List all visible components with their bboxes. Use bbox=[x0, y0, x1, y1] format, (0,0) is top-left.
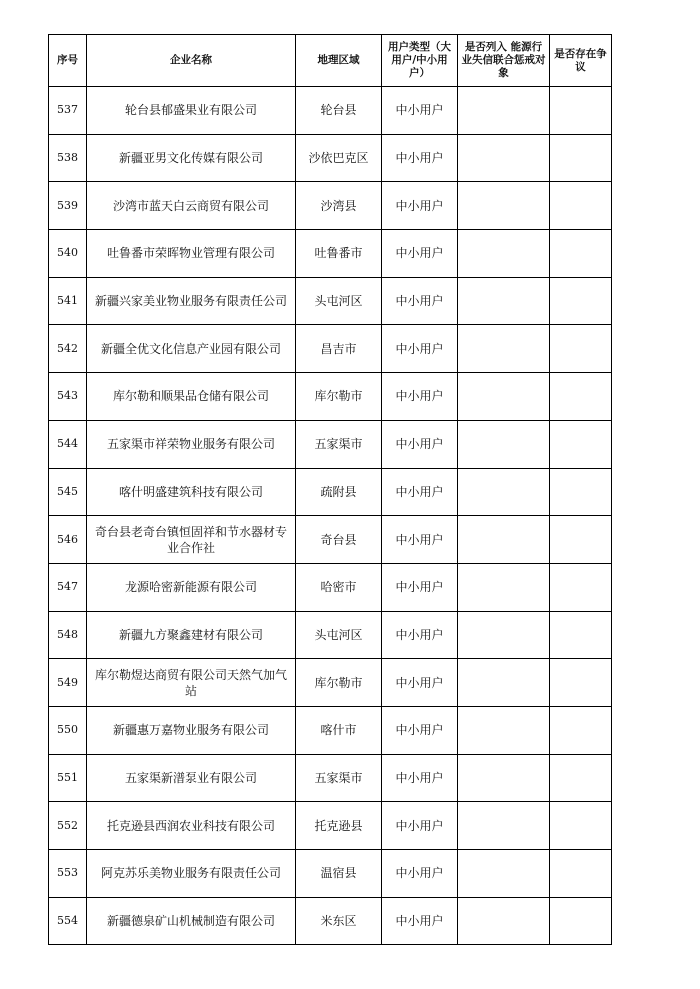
blacklisted-cell bbox=[458, 563, 550, 611]
blacklisted-cell bbox=[458, 706, 550, 754]
blacklisted-cell bbox=[458, 87, 550, 135]
table-row bbox=[49, 706, 612, 754]
blacklisted-cell bbox=[458, 611, 550, 659]
region-cell: 头屯河区 bbox=[296, 611, 382, 659]
table-row bbox=[49, 182, 612, 230]
company-name-cell: 新疆德泉矿山机械制造有限公司 bbox=[87, 897, 296, 945]
header-user-type: 用户类型（大用户/中小用户） bbox=[382, 35, 458, 87]
blacklisted-cell bbox=[458, 659, 550, 707]
disputed-cell bbox=[550, 516, 612, 564]
table-row bbox=[49, 277, 612, 325]
company-name-cell: 库尔勒和顺果品仓储有限公司 bbox=[87, 373, 296, 421]
company-name-cell: 新疆全优文化信息产业园有限公司 bbox=[87, 325, 296, 373]
header-row bbox=[49, 35, 612, 87]
region-cell: 奇台县 bbox=[296, 516, 382, 564]
disputed-cell bbox=[550, 134, 612, 182]
serial-number-cell: 539 bbox=[49, 182, 87, 230]
serial-number-cell: 541 bbox=[49, 277, 87, 325]
user-type-cell: 中小用户 bbox=[382, 706, 458, 754]
table-row bbox=[49, 897, 612, 945]
disputed-cell bbox=[550, 277, 612, 325]
serial-number-cell: 542 bbox=[49, 325, 87, 373]
company-name-cell: 新疆兴家美业物业服务有限责任公司 bbox=[87, 277, 296, 325]
company-name-cell: 龙源哈密新能源有限公司 bbox=[87, 563, 296, 611]
table-row bbox=[49, 230, 612, 278]
serial-number-cell: 548 bbox=[49, 611, 87, 659]
disputed-cell bbox=[550, 230, 612, 278]
table-row bbox=[49, 563, 612, 611]
company-name-cell: 托克逊县西润农业科技有限公司 bbox=[87, 802, 296, 850]
table-row bbox=[49, 659, 612, 707]
company-name-cell: 轮台县郁盛果业有限公司 bbox=[87, 87, 296, 135]
user-type-cell: 中小用户 bbox=[382, 802, 458, 850]
user-type-cell: 中小用户 bbox=[382, 468, 458, 516]
disputed-cell bbox=[550, 802, 612, 850]
user-type-cell: 中小用户 bbox=[382, 230, 458, 278]
blacklisted-cell bbox=[458, 802, 550, 850]
disputed-cell bbox=[550, 754, 612, 802]
region-cell: 温宿县 bbox=[296, 850, 382, 898]
disputed-cell bbox=[550, 850, 612, 898]
disputed-cell bbox=[550, 182, 612, 230]
header-region: 地理区域 bbox=[296, 35, 382, 87]
serial-number-cell: 540 bbox=[49, 230, 87, 278]
region-cell: 库尔勒市 bbox=[296, 373, 382, 421]
table-row bbox=[49, 420, 612, 468]
user-type-cell: 中小用户 bbox=[382, 516, 458, 564]
serial-number-cell: 544 bbox=[49, 420, 87, 468]
blacklisted-cell bbox=[458, 420, 550, 468]
region-cell: 头屯河区 bbox=[296, 277, 382, 325]
region-cell: 五家渠市 bbox=[296, 754, 382, 802]
disputed-cell bbox=[550, 611, 612, 659]
company-name-cell: 新疆亚男文化传媒有限公司 bbox=[87, 134, 296, 182]
region-cell: 哈密市 bbox=[296, 563, 382, 611]
blacklisted-cell bbox=[458, 516, 550, 564]
region-cell: 轮台县 bbox=[296, 87, 382, 135]
blacklisted-cell bbox=[458, 468, 550, 516]
disputed-cell bbox=[550, 373, 612, 421]
blacklisted-cell bbox=[458, 182, 550, 230]
region-cell: 疏附县 bbox=[296, 468, 382, 516]
header-serial-number: 序号 bbox=[49, 35, 87, 87]
header-blacklisted: 是否列入 能源行业失信联合惩戒对象 bbox=[458, 35, 550, 87]
serial-number-cell: 538 bbox=[49, 134, 87, 182]
company-name-cell: 沙湾市蓝天白云商贸有限公司 bbox=[87, 182, 296, 230]
blacklisted-cell bbox=[458, 850, 550, 898]
table-row bbox=[49, 516, 612, 564]
disputed-cell bbox=[550, 563, 612, 611]
region-cell: 库尔勒市 bbox=[296, 659, 382, 707]
region-cell: 吐鲁番市 bbox=[296, 230, 382, 278]
user-type-cell: 中小用户 bbox=[382, 850, 458, 898]
disputed-cell bbox=[550, 87, 612, 135]
serial-number-cell: 552 bbox=[49, 802, 87, 850]
serial-number-cell: 550 bbox=[49, 706, 87, 754]
blacklisted-cell bbox=[458, 134, 550, 182]
user-type-cell: 中小用户 bbox=[382, 325, 458, 373]
company-name-cell: 五家渠新潽泵业有限公司 bbox=[87, 754, 296, 802]
serial-number-cell: 543 bbox=[49, 373, 87, 421]
company-name-cell: 五家渠市祥荣物业服务有限公司 bbox=[87, 420, 296, 468]
user-type-cell: 中小用户 bbox=[382, 373, 458, 421]
blacklisted-cell bbox=[458, 897, 550, 945]
disputed-cell bbox=[550, 468, 612, 516]
user-type-cell: 中小用户 bbox=[382, 754, 458, 802]
region-cell: 米东区 bbox=[296, 897, 382, 945]
company-name-cell: 新疆惠万嘉物业服务有限公司 bbox=[87, 706, 296, 754]
table-row bbox=[49, 802, 612, 850]
serial-number-cell: 545 bbox=[49, 468, 87, 516]
region-cell: 沙湾县 bbox=[296, 182, 382, 230]
serial-number-cell: 553 bbox=[49, 850, 87, 898]
table-row bbox=[49, 373, 612, 421]
table-row bbox=[49, 134, 612, 182]
user-type-cell: 中小用户 bbox=[382, 659, 458, 707]
company-name-cell: 喀什明盛建筑科技有限公司 bbox=[87, 468, 296, 516]
header-disputed: 是否存在争议 bbox=[550, 35, 612, 87]
disputed-cell bbox=[550, 325, 612, 373]
user-type-cell: 中小用户 bbox=[382, 182, 458, 230]
disputed-cell bbox=[550, 659, 612, 707]
region-cell: 喀什市 bbox=[296, 706, 382, 754]
table-header bbox=[49, 35, 612, 87]
blacklisted-cell bbox=[458, 325, 550, 373]
serial-number-cell: 547 bbox=[49, 563, 87, 611]
user-type-cell: 中小用户 bbox=[382, 897, 458, 945]
user-type-cell: 中小用户 bbox=[382, 563, 458, 611]
table-body bbox=[49, 87, 612, 945]
user-type-cell: 中小用户 bbox=[382, 420, 458, 468]
table-row bbox=[49, 754, 612, 802]
company-name-cell: 吐鲁番市荣晖物业管理有限公司 bbox=[87, 230, 296, 278]
serial-number-cell: 537 bbox=[49, 87, 87, 135]
serial-number-cell: 546 bbox=[49, 516, 87, 564]
region-cell: 沙依巴克区 bbox=[296, 134, 382, 182]
disputed-cell bbox=[550, 420, 612, 468]
serial-number-cell: 554 bbox=[49, 897, 87, 945]
serial-number-cell: 549 bbox=[49, 659, 87, 707]
company-name-cell: 奇台县老奇台镇恒固祥和节水器材专业合作社 bbox=[87, 516, 296, 564]
table-row bbox=[49, 325, 612, 373]
region-cell: 五家渠市 bbox=[296, 420, 382, 468]
company-name-cell: 库尔勒煜达商贸有限公司天然气加气站 bbox=[87, 659, 296, 707]
disputed-cell bbox=[550, 706, 612, 754]
blacklisted-cell bbox=[458, 373, 550, 421]
user-type-cell: 中小用户 bbox=[382, 277, 458, 325]
table-row bbox=[49, 850, 612, 898]
header-company-name: 企业名称 bbox=[87, 35, 296, 87]
region-cell: 昌吉市 bbox=[296, 325, 382, 373]
user-type-cell: 中小用户 bbox=[382, 134, 458, 182]
blacklisted-cell bbox=[458, 277, 550, 325]
user-type-cell: 中小用户 bbox=[382, 611, 458, 659]
table-row bbox=[49, 87, 612, 135]
region-cell: 托克逊县 bbox=[296, 802, 382, 850]
blacklisted-cell bbox=[458, 230, 550, 278]
disputed-cell bbox=[550, 897, 612, 945]
company-name-cell: 新疆九方聚鑫建材有限公司 bbox=[87, 611, 296, 659]
blacklisted-cell bbox=[458, 754, 550, 802]
company-name-cell: 阿克苏乐美物业服务有限责任公司 bbox=[87, 850, 296, 898]
serial-number-cell: 551 bbox=[49, 754, 87, 802]
user-type-cell: 中小用户 bbox=[382, 87, 458, 135]
table-row bbox=[49, 611, 612, 659]
enterprise-table bbox=[48, 34, 612, 945]
table-row bbox=[49, 468, 612, 516]
